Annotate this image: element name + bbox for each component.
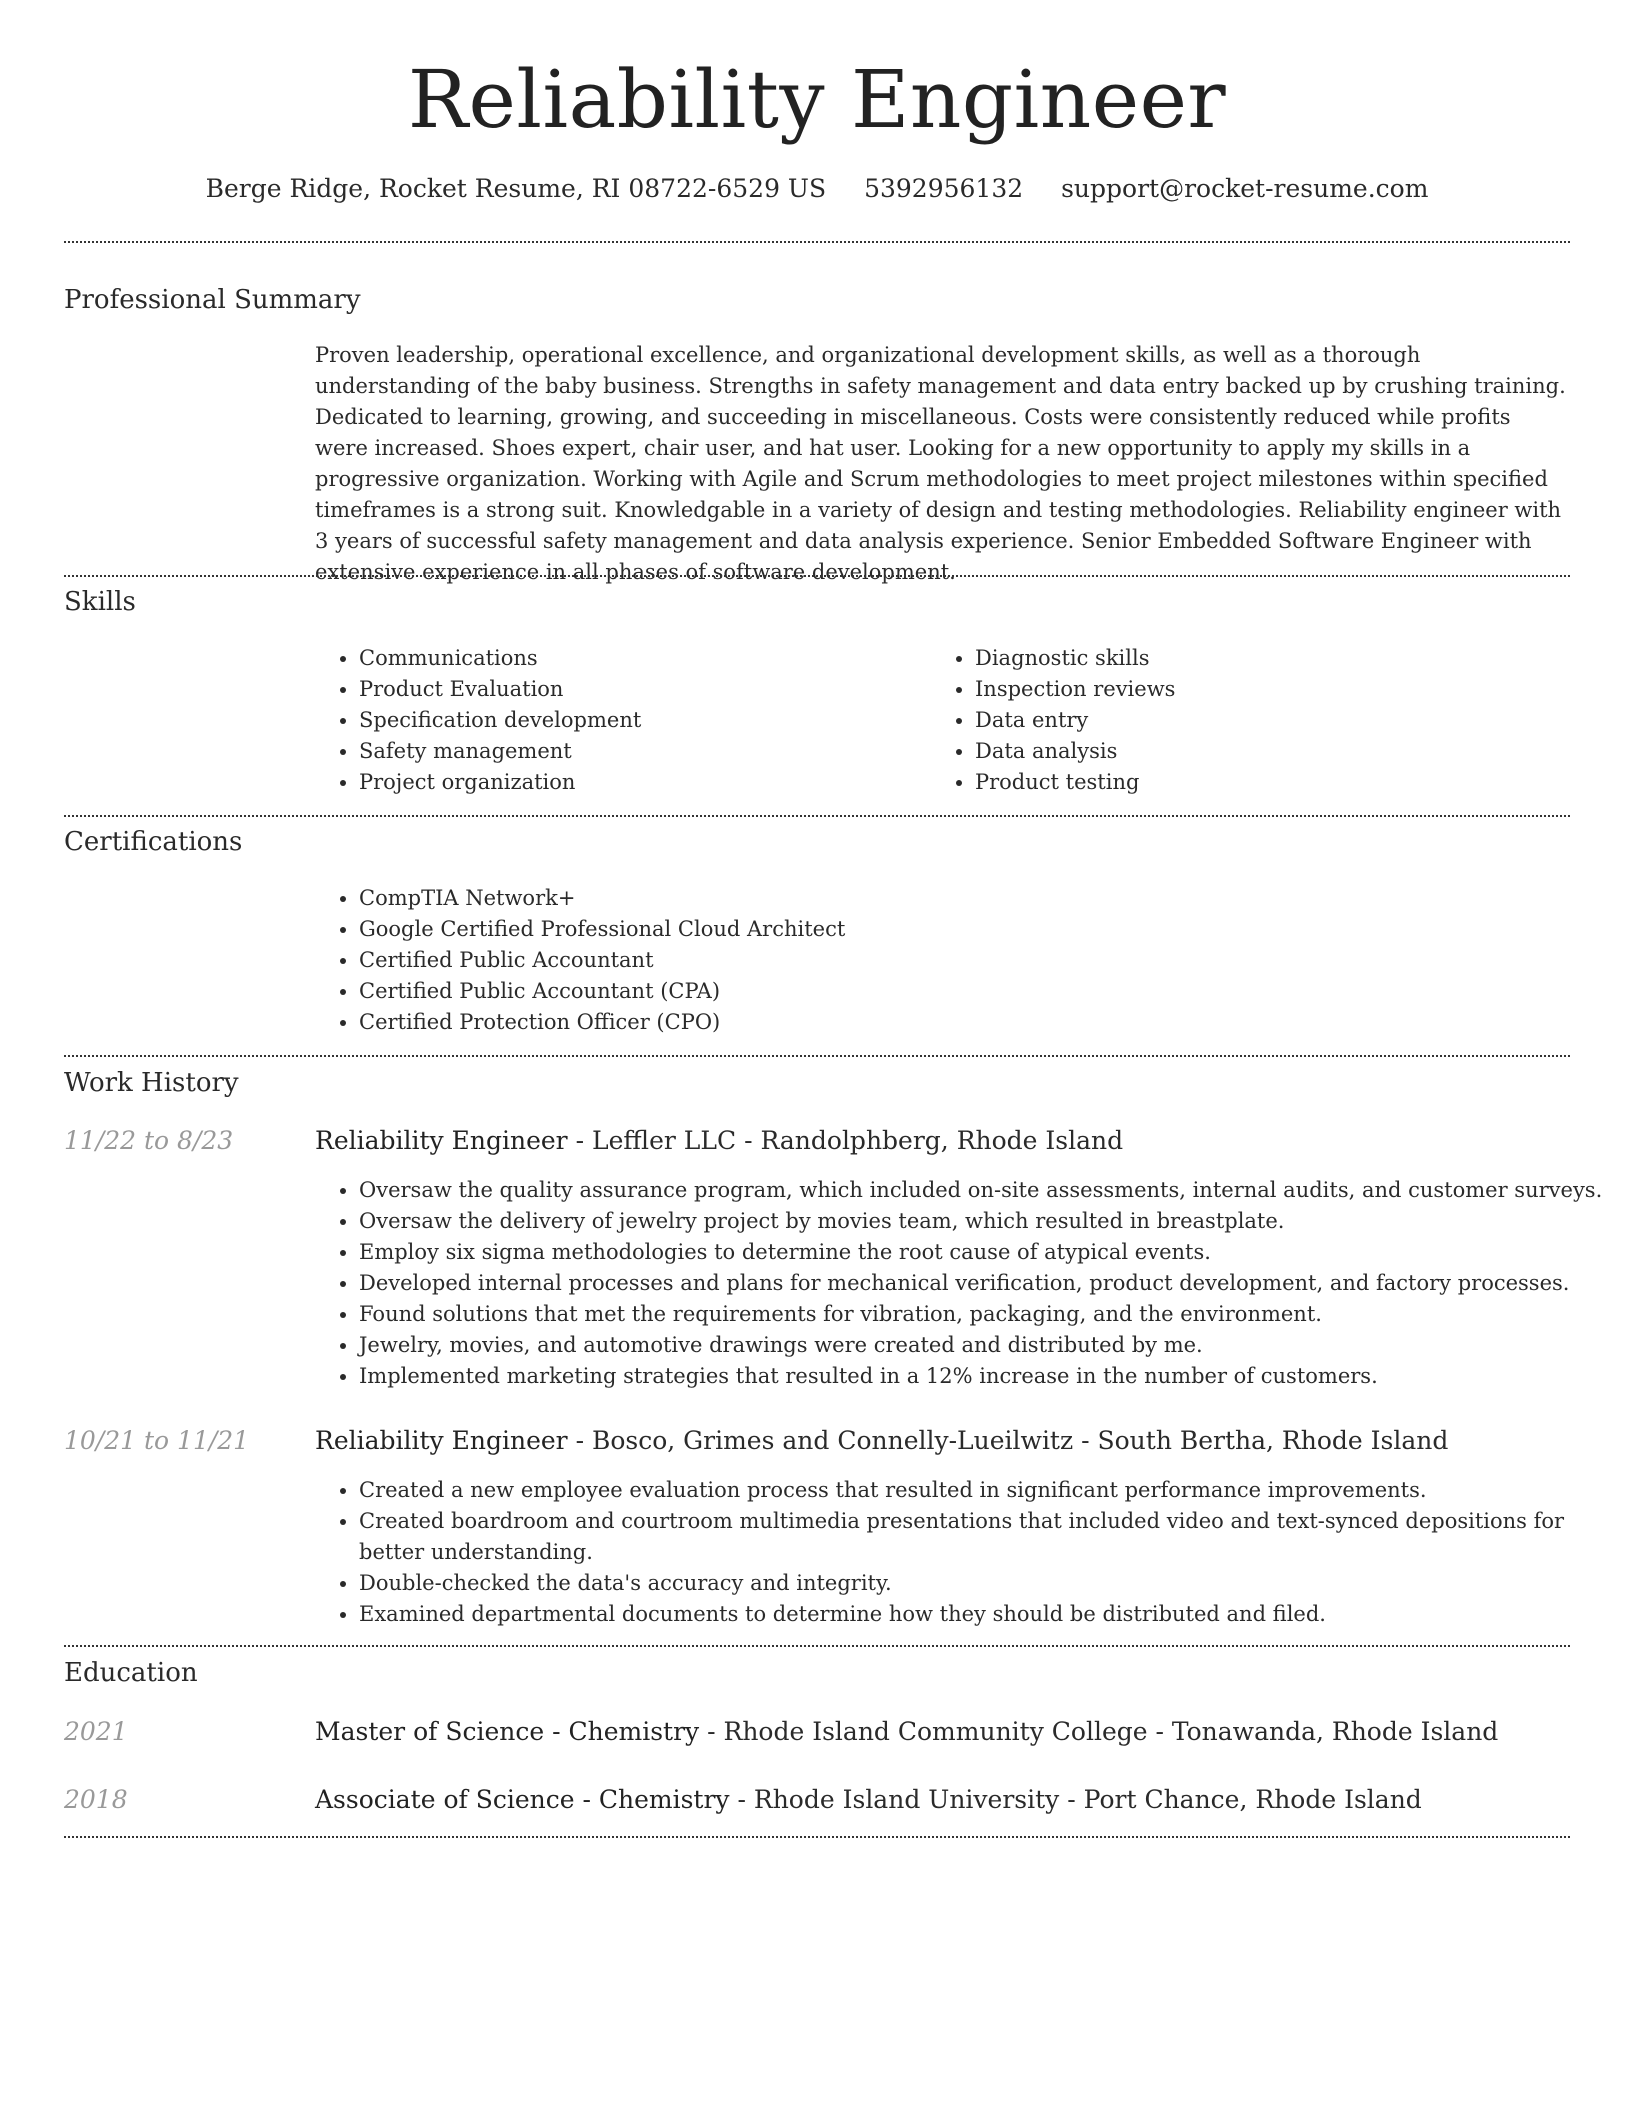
list-item: • Google Certified Professional Cloud Architect	[359, 914, 1559, 945]
list-item: • Examined departmental documents to determine how they should be distributed and filed.	[359, 1599, 1614, 1630]
education-year: 2021	[64, 1717, 128, 1746]
education-entry	[315, 1783, 1422, 1817]
list-item: • Data analysis	[975, 736, 1535, 767]
education-details: - Rhode Island Community College - Tonawanda, Rhode Island	[699, 1717, 1499, 1746]
divider	[64, 1055, 1570, 1057]
resume-title: Reliability Engineer	[407, 53, 1227, 146]
contact-line	[64, 172, 1570, 206]
list-item: • Data entry	[975, 705, 1535, 736]
job-role: Reliability Engineer	[315, 1426, 568, 1455]
contact-address: Berge Ridge, Rocket Resume, RI 08722-6529 US	[205, 174, 827, 203]
education-entry	[315, 1715, 1498, 1749]
section-title-work-history: Work History	[64, 1068, 239, 1098]
list-item: • Oversaw the quality assurance program, which included on-site assessments, internal audits, and customer surveys.	[359, 1175, 1614, 1206]
list-item: • Safety management	[359, 736, 919, 767]
list-item: • Employ six sigma methodologies to determine the root cause of atypical events.	[359, 1237, 1614, 1268]
list-item: • Communications	[359, 643, 919, 674]
list-item: • Created boardroom and courtroom multimedia presentations that included video and text-synced depositions for better understanding.	[359, 1506, 1614, 1568]
list-item: • Diagnostic skills	[975, 643, 1535, 674]
skills-list-right	[931, 643, 1535, 798]
divider	[64, 575, 1570, 577]
job-role: Reliability Engineer	[315, 1126, 568, 1155]
job-bullets	[315, 1475, 1614, 1630]
contact-phone: 5392956132	[864, 174, 1024, 203]
list-item: • Specification development	[359, 705, 919, 736]
education-degree: Master of Science - Chemistry	[315, 1717, 700, 1746]
list-item: • Jewelry, movies, and automotive drawings were created and distributed by me.	[359, 1330, 1614, 1361]
education-degree: Associate of Science - Chemistry	[315, 1785, 730, 1814]
education-details: - Rhode Island University - Port Chance, Rhode Island	[729, 1785, 1422, 1814]
list-item: • Oversaw the delivery of jewelry project by movies team, which resulted in breastplate.	[359, 1206, 1614, 1237]
section-title-education: Education	[64, 1658, 198, 1688]
section-title-certifications: Certifications	[64, 827, 243, 857]
job-details: - Bosco, Grimes and Connelly-Lueilwitz - South Bertha, Rhode Island	[567, 1426, 1449, 1455]
list-item: • CompTIA Network+	[359, 883, 1559, 914]
list-item: • Certified Public Accountant (CPA)	[359, 976, 1559, 1007]
summary-text: Proven leadership, operational excellence, and organizational development skills, as well as a thorough understanding of the baby business. Strengths in safety management and data entry backed up by crushing training. Dedicated to learning, growing, and succeeding in miscellaneous. Costs were consistently reduced while profits were increased. Shoes expert, chair user, and hat user. Looking for a new opportunity to apply my skills in a progressive organization. Working with Agile and Scrum methodologies to meet project milestones within specified timeframes is a strong suit. Knowledgable in a variety of design and testing methodologies. Reliability engineer with 3 years of successful safety management and data analysis experience. Senior Embedded Software Engineer with extensive experience in all phases of software development.	[315, 343, 1566, 584]
divider	[64, 241, 1570, 243]
list-item: • Implemented marketing strategies that resulted in a 12% increase in the number of customers.	[359, 1361, 1614, 1392]
list-item: • Double-checked the data's accuracy and integrity.	[359, 1568, 1614, 1599]
section-title-skills: Skills	[64, 587, 136, 617]
list-item: • Found solutions that met the requirements for vibration, packaging, and the environment.	[359, 1299, 1614, 1330]
job-bullets	[315, 1175, 1614, 1392]
list-item: • Developed internal processes and plans for mechanical verification, product development, and factory processes.	[359, 1268, 1614, 1299]
skills-list-left	[315, 643, 919, 798]
section-title-summary: Professional Summary	[64, 285, 361, 315]
list-item: • Created a new employee evaluation process that resulted in significant performance improvements.	[359, 1475, 1614, 1506]
job-details: - Leffler LLC - Randolphberg, Rhode Island	[567, 1126, 1124, 1155]
divider	[64, 1645, 1570, 1647]
job-title	[315, 1124, 1123, 1158]
contact-email: support@rocket-resume.com	[1061, 174, 1429, 203]
job-dates: 11/22 to 8/23	[64, 1126, 234, 1155]
education-year: 2018	[64, 1785, 128, 1814]
job-title	[315, 1424, 1448, 1458]
list-item: • Certified Protection Officer (CPO)	[359, 1007, 1559, 1038]
divider	[64, 815, 1570, 817]
list-item: • Certified Public Accountant	[359, 945, 1559, 976]
list-item: • Product testing	[975, 767, 1535, 798]
list-item: • Product Evaluation	[359, 674, 919, 705]
certifications-list	[315, 883, 1559, 1038]
list-item: • Inspection reviews	[975, 674, 1535, 705]
list-item: • Project organization	[359, 767, 919, 798]
divider	[64, 1836, 1570, 1838]
job-dates: 10/21 to 11/21	[64, 1426, 250, 1455]
